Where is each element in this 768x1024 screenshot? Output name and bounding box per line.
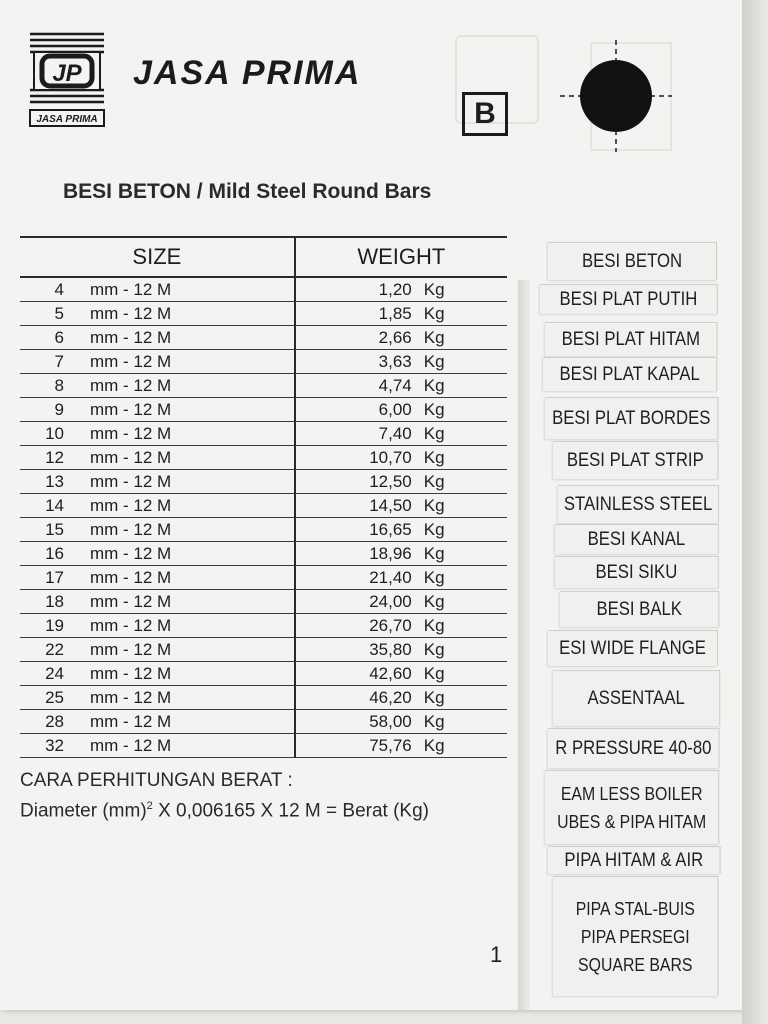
- weight-cell: [295, 518, 507, 542]
- weight-cell: [295, 277, 507, 302]
- weight-value: 10,70: [369, 448, 412, 467]
- weight-unit: Kg: [423, 448, 445, 467]
- size-unit: mm - 12 M: [90, 616, 172, 635]
- index-tab-label: BESI PLAT BORDES: [552, 407, 711, 429]
- weight-unit: Kg: [423, 568, 445, 587]
- weight-unit: Kg: [423, 616, 445, 635]
- size-unit: mm - 12 M: [90, 736, 172, 755]
- table-row: [20, 398, 507, 422]
- weight-value: 46,20: [369, 688, 412, 707]
- index-tab[interactable]: [545, 397, 718, 439]
- index-tab[interactable]: [548, 630, 718, 666]
- index-tab-label: UBES & PIPA HITAM: [557, 811, 707, 832]
- size-unit: mm - 12 M: [90, 664, 172, 683]
- index-tab-label: BESI PLAT STRIP: [566, 449, 704, 471]
- page-number: 1: [490, 942, 503, 967]
- size-value: 25: [45, 688, 64, 707]
- size-cell: [20, 566, 295, 590]
- size-cell: [20, 494, 295, 518]
- weight-value: 7,40: [378, 424, 412, 443]
- size-value: 12: [45, 448, 64, 467]
- size-cell: [20, 590, 295, 614]
- weight-cell: [295, 374, 507, 398]
- index-tab-label: BESI PLAT KAPAL: [559, 363, 700, 385]
- weight-value: 35,80: [369, 640, 412, 659]
- size-value: 13: [45, 472, 64, 491]
- index-tab[interactable]: [553, 670, 720, 726]
- weight-unit: Kg: [423, 472, 445, 491]
- weight-unit: Kg: [423, 352, 445, 371]
- size-value: 28: [45, 712, 64, 731]
- index-tab-label: EAM LESS BOILER: [560, 783, 703, 804]
- weight-cell: [295, 470, 507, 494]
- size-value: 5: [54, 304, 64, 323]
- size-unit: mm - 12 M: [90, 376, 172, 395]
- size-value: 15: [45, 520, 64, 539]
- table-row: [20, 494, 507, 518]
- index-tab-label: SQUARE BARS: [578, 954, 693, 975]
- weight-cell: [295, 710, 507, 734]
- index-tab-label: R PRESSURE 40-80: [555, 737, 712, 759]
- weight-cell: [295, 302, 507, 326]
- size-unit: mm - 12 M: [90, 472, 172, 491]
- weight-cell: [295, 638, 507, 662]
- weight-unit: Kg: [423, 664, 445, 683]
- size-value: 18: [45, 592, 64, 611]
- weight-value: 3,63: [378, 352, 412, 371]
- table-row: [20, 374, 507, 398]
- size-value: 14: [45, 496, 64, 515]
- table-row: [20, 710, 507, 734]
- weight-cell: [295, 398, 507, 422]
- table-row: [20, 686, 507, 710]
- size-value: 6: [54, 328, 64, 347]
- index-tab[interactable]: [560, 591, 719, 627]
- weight-cell: [295, 566, 507, 590]
- calculation-label: CARA PERHITUNGAN BERAT :: [20, 770, 293, 791]
- index-tab-label: BESI KANAL: [587, 528, 686, 550]
- index-tab-label: BESI PLAT PUTIH: [559, 288, 698, 310]
- index-tab[interactable]: [555, 524, 719, 554]
- page-title: BESI BETON / Mild Steel Round Bars: [63, 180, 432, 203]
- weight-cell: [295, 446, 507, 470]
- weight-cell: [295, 614, 507, 638]
- index-tab-label: PIPA HITAM & AIR: [564, 849, 704, 871]
- index-tab[interactable]: [553, 876, 718, 996]
- weight-cell: [295, 662, 507, 686]
- table-row: [20, 734, 507, 758]
- size-value: 32: [45, 736, 64, 755]
- brand-name: JASA PRIMA: [133, 54, 362, 92]
- weight-column-header: WEIGHT: [295, 237, 507, 277]
- formula-part: X 0,006165 X 12 M = Berat (Kg): [152, 800, 429, 822]
- weight-unit: Kg: [423, 712, 445, 731]
- size-value: 7: [54, 352, 64, 371]
- weight-unit: Kg: [423, 640, 445, 659]
- size-cell: [20, 446, 295, 470]
- size-cell: [20, 710, 295, 734]
- weight-unit: Kg: [423, 736, 445, 755]
- size-unit: mm - 12 M: [90, 544, 172, 563]
- size-cell: [20, 638, 295, 662]
- size-value: 16: [45, 544, 64, 563]
- logo-caption: JASA PRIMA: [36, 114, 98, 125]
- weight-unit: Kg: [423, 592, 445, 611]
- index-tab-label: BESI PLAT HITAM: [561, 328, 701, 350]
- weight-unit: Kg: [423, 280, 445, 299]
- table-row: [20, 638, 507, 662]
- weight-cell: [295, 350, 507, 374]
- index-tab[interactable]: [545, 322, 717, 356]
- weight-value: 12,50: [369, 472, 412, 491]
- size-cell: [20, 542, 295, 566]
- size-unit: mm - 12 M: [90, 496, 172, 515]
- logo-monogram: JP: [52, 60, 82, 87]
- size-unit: mm - 12 M: [90, 304, 172, 323]
- weight-value: 4,74: [378, 376, 412, 395]
- round-bar-icon: [558, 38, 674, 154]
- size-unit: mm - 12 M: [90, 592, 172, 611]
- size-unit: mm - 12 M: [90, 400, 172, 419]
- table-row: [20, 422, 507, 446]
- table-row: [20, 662, 507, 686]
- table-row: [20, 566, 507, 590]
- formula-exponent: 2: [146, 800, 153, 812]
- weight-cell: [295, 590, 507, 614]
- index-tab[interactable]: [553, 441, 718, 479]
- index-tab-label: BESI SIKU: [595, 561, 678, 583]
- size-unit: mm - 12 M: [90, 280, 172, 299]
- table-row: [20, 277, 507, 302]
- index-tab-label: STAINLESS STEEL: [563, 493, 713, 515]
- index-tab[interactable]: [540, 284, 718, 314]
- weight-cell: [295, 326, 507, 350]
- table-row: [20, 542, 507, 566]
- table-row: [20, 470, 507, 494]
- index-tab[interactable]: [548, 846, 720, 874]
- weight-value: 21,40: [369, 568, 412, 587]
- size-cell: [20, 518, 295, 542]
- weight-unit: Kg: [423, 520, 445, 539]
- weight-value: 42,60: [369, 664, 412, 683]
- size-value: 9: [54, 400, 64, 419]
- tab-strip-shadow: [518, 280, 530, 1010]
- size-cell: [20, 662, 295, 686]
- size-value: 19: [45, 616, 64, 635]
- size-unit: mm - 12 M: [90, 448, 172, 467]
- weight-cell: [295, 494, 507, 518]
- weight-unit: Kg: [423, 424, 445, 443]
- company-logo: [28, 30, 106, 128]
- weight-unit: Kg: [423, 328, 445, 347]
- table-row: [20, 518, 507, 542]
- table-row: [20, 302, 507, 326]
- size-unit: mm - 12 M: [90, 352, 172, 371]
- size-cell: [20, 374, 295, 398]
- index-tab-label: BESI BALK: [596, 598, 682, 620]
- weight-value: 26,70: [369, 616, 412, 635]
- weight-cell: [295, 686, 507, 710]
- index-tab-label: PIPA STAL-BUIS: [575, 898, 695, 919]
- index-tab[interactable]: [543, 357, 717, 391]
- weight-unit: Kg: [423, 400, 445, 419]
- size-value: 22: [45, 640, 64, 659]
- weight-value: 1,85: [378, 304, 412, 323]
- size-value: 8: [54, 376, 64, 395]
- size-cell: [20, 422, 295, 446]
- size-value: 17: [45, 568, 64, 587]
- size-unit: mm - 12 M: [90, 424, 172, 443]
- index-tab-label: ESI WIDE FLANGE: [559, 637, 706, 659]
- weight-cell: [295, 734, 507, 758]
- index-tab[interactable]: [545, 770, 719, 844]
- weight-cell: [295, 542, 507, 566]
- calculation-formula: [20, 800, 429, 822]
- weight-value: 75,76: [369, 736, 412, 755]
- weight-unit: Kg: [423, 304, 445, 323]
- size-unit: mm - 12 M: [90, 568, 172, 587]
- size-unit: mm - 12 M: [90, 328, 172, 347]
- size-unit: mm - 12 M: [90, 688, 172, 707]
- weight-value: 18,96: [369, 544, 412, 563]
- weight-unit: Kg: [423, 688, 445, 707]
- size-cell: [20, 277, 295, 302]
- size-unit: mm - 12 M: [90, 520, 172, 539]
- table-row: [20, 326, 507, 350]
- weight-value: 58,00: [369, 712, 412, 731]
- size-unit: mm - 12 M: [90, 712, 172, 731]
- index-tab[interactable]: [555, 556, 719, 588]
- size-value: 10: [45, 424, 64, 443]
- size-cell: [20, 734, 295, 758]
- size-column-header: SIZE: [20, 237, 295, 277]
- weight-value: 24,00: [369, 592, 412, 611]
- index-tab-label: BESI BETON: [582, 250, 683, 272]
- index-tab-label: ASSENTAAL: [587, 687, 685, 709]
- table-row: [20, 350, 507, 374]
- index-tab-label: PIPA PERSEGI: [580, 926, 690, 947]
- size-cell: [20, 470, 295, 494]
- size-value: 4: [54, 280, 64, 299]
- size-cell: [20, 350, 295, 374]
- index-tab[interactable]: [548, 242, 717, 280]
- size-cell: [20, 302, 295, 326]
- table-row: [20, 590, 507, 614]
- weight-unit: Kg: [423, 496, 445, 515]
- size-cell: [20, 398, 295, 422]
- weight-unit: Kg: [423, 376, 445, 395]
- weight-unit: Kg: [423, 544, 445, 563]
- size-cell: [20, 326, 295, 350]
- size-value: 24: [45, 664, 64, 683]
- weight-value: 2,66: [378, 328, 412, 347]
- weight-table: [20, 236, 507, 758]
- weight-cell: [295, 422, 507, 446]
- table-row: [20, 446, 507, 470]
- weight-value: 1,20: [378, 280, 412, 299]
- page-edge: [742, 0, 768, 1024]
- weight-value: 6,00: [378, 400, 412, 419]
- weight-value: 16,65: [369, 520, 412, 539]
- size-unit: mm - 12 M: [90, 640, 172, 659]
- category-badge: B: [462, 92, 508, 136]
- table-row: [20, 614, 507, 638]
- index-tab[interactable]: [548, 728, 720, 768]
- formula-part: Diameter (mm): [20, 800, 147, 822]
- weight-value: 14,50: [369, 496, 412, 515]
- size-cell: [20, 614, 295, 638]
- size-cell: [20, 686, 295, 710]
- index-tab[interactable]: [558, 485, 719, 523]
